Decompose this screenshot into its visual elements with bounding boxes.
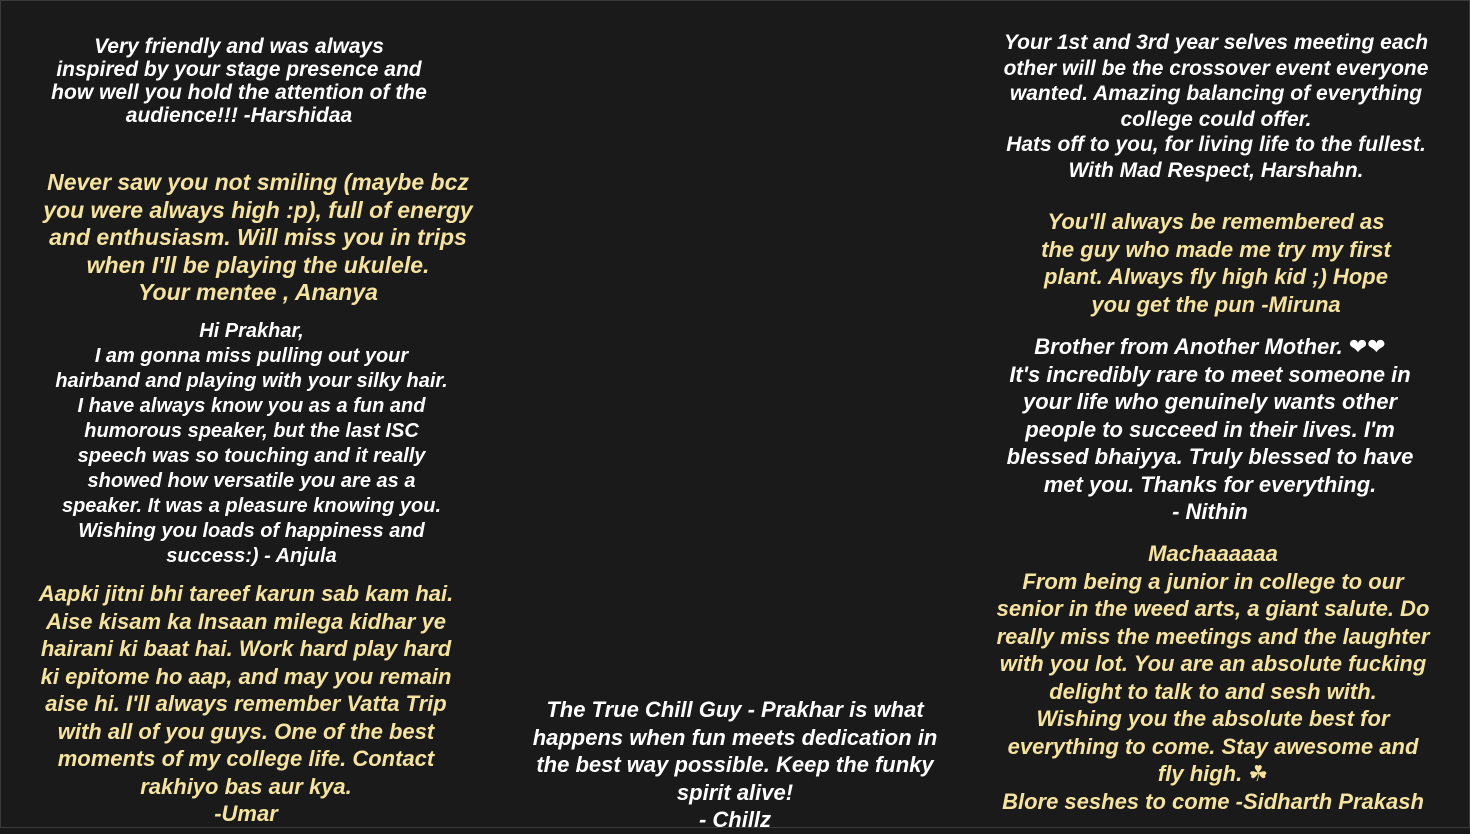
note-line: Aapki jitni bhi tareef karun sab kam hai. xyxy=(38,581,454,606)
note-line: fly high. ☘ xyxy=(1157,761,1269,786)
note-line: with all of you guys. One of the best xyxy=(57,718,435,744)
note-line: happens when fun meets dedication in xyxy=(532,724,938,750)
note-chillz xyxy=(501,696,969,834)
note-line: audience!!! -Harshidaa xyxy=(125,104,353,127)
note-harshahn xyxy=(969,30,1463,183)
note-line: Machaaaaaa xyxy=(1148,541,1278,566)
note-harshidaa xyxy=(19,35,459,127)
note-line: speaker. It was a pleasure knowing you. xyxy=(61,495,442,517)
note-line: The True Chill Guy - Prakhar is what xyxy=(546,697,924,722)
note-line: humorous speaker, but the last ISC xyxy=(84,420,419,442)
note-line: - Chillz xyxy=(698,807,772,832)
note-umar xyxy=(5,580,487,828)
note-line: Very friendly and was always xyxy=(94,35,384,58)
note-line: aise hi. I'll always remember Vatta Trip xyxy=(45,691,447,716)
note-line: inspired by your stage presence and xyxy=(56,58,422,81)
note-line: senior in the weed arts, a giant salute. Do xyxy=(996,596,1430,621)
note-line: wanted. Amazing balancing of everything xyxy=(1009,82,1423,105)
note-line: spirit alive! xyxy=(676,779,794,805)
note-line: how well you hold the attention of the xyxy=(51,81,427,104)
note-line: blessed bhaiyya. Truly blessed to have xyxy=(1006,444,1414,469)
note-line: rakhiyo bas aur kya. xyxy=(140,773,352,799)
note-miruna xyxy=(981,208,1451,318)
note-line: I have always know you as a fun and xyxy=(77,395,426,417)
note-line: plant. Always fly high kid ;) Hope xyxy=(1044,264,1388,289)
note-line: college could offer. xyxy=(1120,107,1312,131)
note-line: showed how versatile you are as a xyxy=(87,470,416,492)
note-line: Hi Prakhar, xyxy=(199,320,304,342)
note-line: Aise kisam ka Insaan milega kidhar ye xyxy=(46,608,446,634)
note-line: Your mentee , Ananya xyxy=(138,279,378,305)
note-line: - Nithin xyxy=(1172,499,1248,524)
note-nithin xyxy=(963,333,1457,526)
note-line: with you lot. You are an absolute fucking xyxy=(999,651,1427,676)
note-line: Never saw you not smiling (maybe bcz xyxy=(47,169,469,195)
note-line: you were always high :p), full of energy xyxy=(43,196,473,223)
note-line: when I'll be playing the ukulele. xyxy=(86,251,430,278)
note-line: really miss the meetings and the laughter xyxy=(996,623,1430,649)
note-line: With Mad Respect, Harshahn. xyxy=(1068,158,1364,182)
note-anjula xyxy=(19,319,484,569)
note-sidharth xyxy=(961,540,1465,815)
note-line: everything to come. Stay awesome and xyxy=(1007,733,1419,759)
note-line: From being a junior in college to our xyxy=(1022,568,1404,594)
note-line: moments of my college life. Contact xyxy=(57,746,435,771)
note-line: speech was so touching and it really xyxy=(77,445,426,467)
note-line: Your 1st and 3rd year selves meeting each xyxy=(1003,31,1429,54)
note-line: You'll always be remembered as xyxy=(1047,209,1385,234)
note-line: Wishing you the absolute best for xyxy=(1036,706,1390,731)
note-line: delight to talk to and sesh with. xyxy=(1049,678,1377,704)
note-line: I am gonna miss pulling out your xyxy=(94,345,409,367)
note-line: your life who genuinely wants other xyxy=(1022,389,1398,414)
note-line: -Umar xyxy=(214,801,278,826)
note-line: It's incredibly rare to meet someone in xyxy=(1009,361,1411,387)
note-line: success:) - Anjula xyxy=(166,545,337,567)
note-line: the best way possible. Keep the funky xyxy=(536,752,934,777)
note-line: ki epitome ho aap, and may you remain xyxy=(40,663,452,689)
note-line: Hats off to you, for living life to the fullest. xyxy=(1006,133,1426,156)
note-line: met you. Thanks for everything. xyxy=(1043,471,1377,497)
note-line: you get the pun -Miruna xyxy=(1091,291,1341,317)
note-line: Brother from Another Mother. ❤❤ xyxy=(1034,334,1386,359)
note-line: and enthusiasm. Will miss you in trips xyxy=(49,224,467,250)
note-line: people to succeed in their lives. I'm xyxy=(1025,416,1395,442)
note-line: the guy who made me try my first xyxy=(1041,236,1391,262)
note-line: Wishing you loads of happiness and xyxy=(78,520,425,542)
note-line: other will be the crossover event everyone xyxy=(1003,56,1429,80)
note-line: hairani ki baat hai. Work hard play hard xyxy=(40,636,452,661)
note-line: hairband and playing with your silky hair. xyxy=(55,370,448,392)
note-ananya xyxy=(13,169,503,307)
note-line: Blore seshes to come -Sidharth Prakash xyxy=(1002,788,1424,814)
